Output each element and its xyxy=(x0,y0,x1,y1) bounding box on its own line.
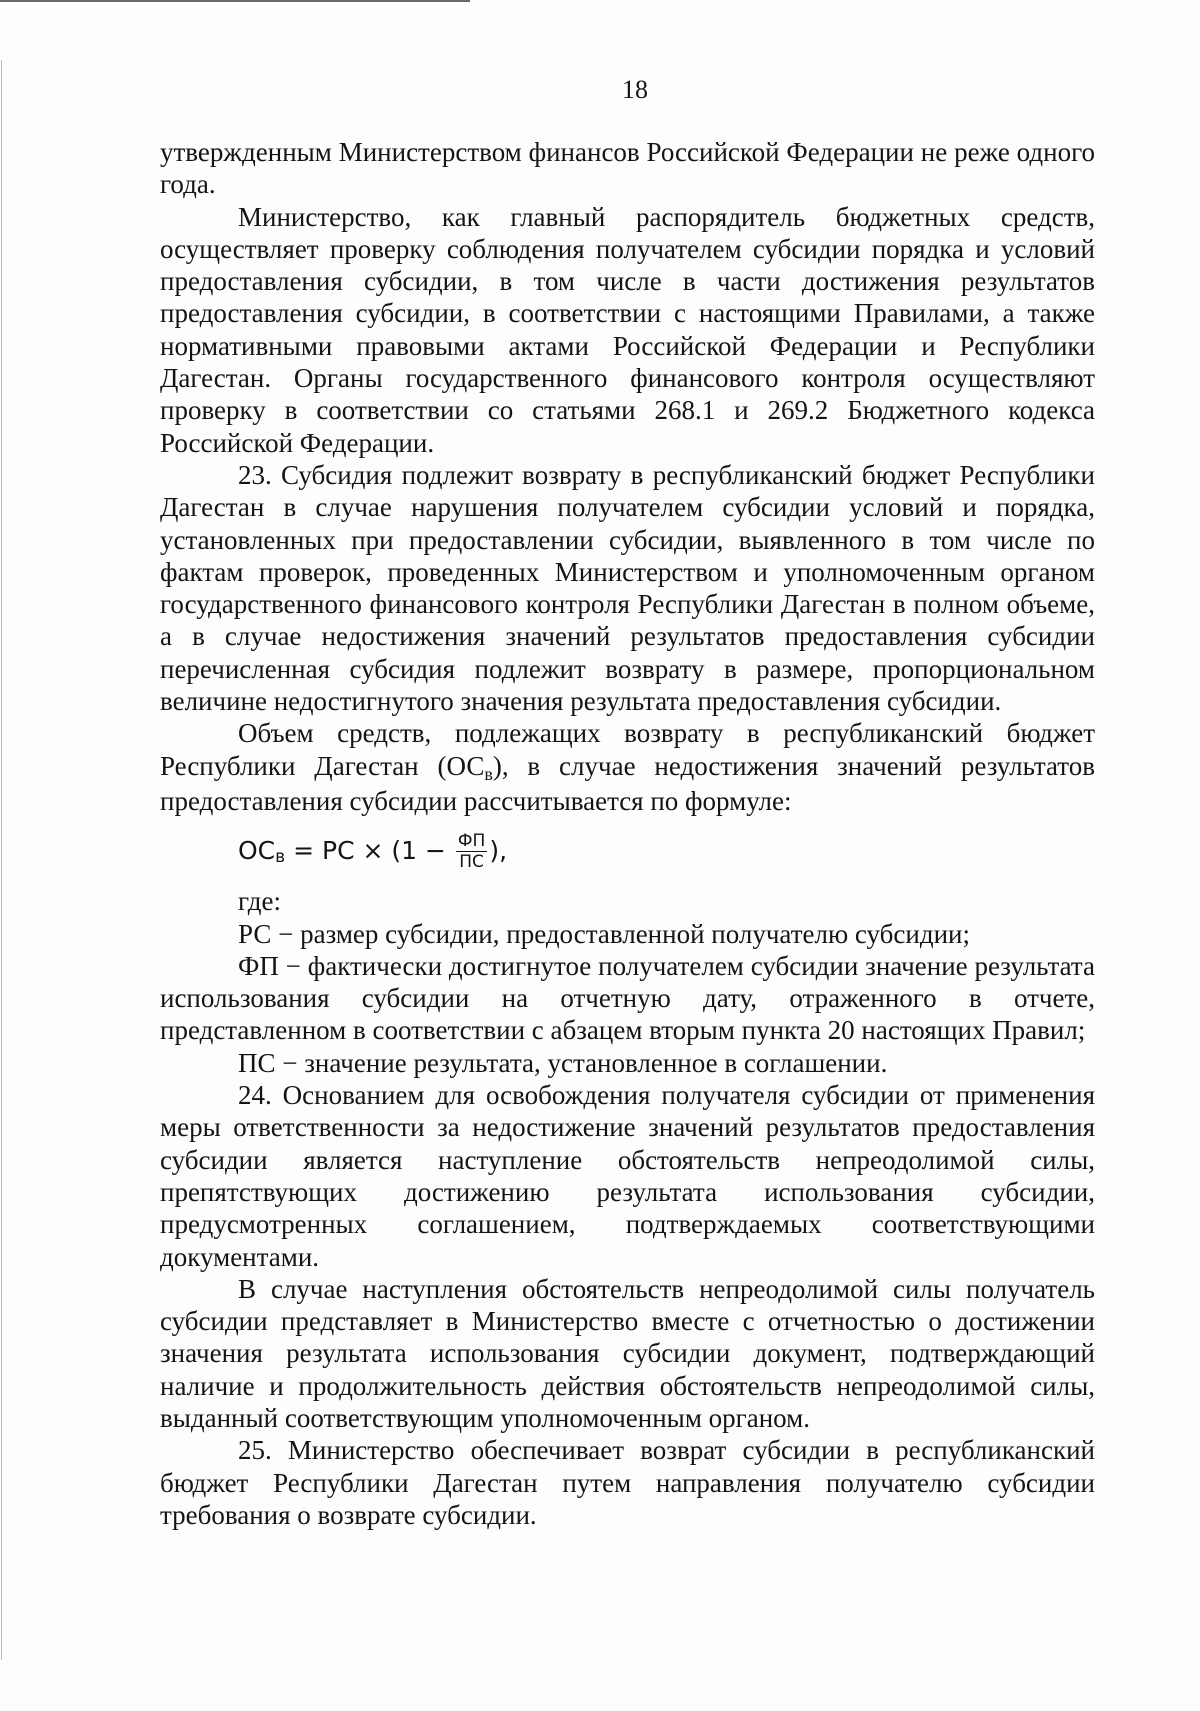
where-label: где: xyxy=(238,886,281,917)
scan-edge-left xyxy=(1,60,2,1660)
body-text xyxy=(160,136,1095,1531)
return-volume-subscript: в xyxy=(484,763,493,784)
formula xyxy=(238,821,1095,881)
formula-end: ), xyxy=(489,836,508,866)
definition-ps: ПС − значение результата, установленное в соглашении. xyxy=(238,1047,888,1078)
paragraph-force-majeure: В случае наступления обстоятельств непреодолимой силы получатель субсидии представляет в Министерство вместе с отчетностью о достижении значения результата использования субсидии документ, подтверждающий наличие и продолжительность действия обстоятельств непреодолимой силы, выданный соответствующим уполномоченным органом. xyxy=(160,1273,1095,1433)
paragraph-continuation: утвержденным Министерством финансов Российской Федерации не реже одного года. xyxy=(160,137,1095,200)
page-number: 18 xyxy=(622,75,648,104)
return-volume-text-before: Объем средств, подлежащих возврату в республиканский бюджет Республики Дагестан (ОС xyxy=(160,718,1095,781)
definition-fp: ФП − фактически достигнутое получателем субсидии значение результата использования субсидии на отчетную дату, отраженного в отчете, представленном в соответствии с абзацем вторым пункта 20 настоящих Правил; xyxy=(160,950,1095,1046)
paragraph-item-25: 25. Министерство обеспечивает возврат субсидии в республиканский бюджет Республики Дагестан путем направления получателю субсидии требования о возврате субсидии. xyxy=(160,1435,1095,1530)
definition-rs: РС − размер субсидии, предоставленной получателю субсидии; xyxy=(238,918,970,949)
return-volume-text-after: ), в случае недостижения значений результатов предоставления субсидии рассчитывается по формуле: xyxy=(160,750,1095,816)
formula-lhs-subscript: в xyxy=(275,847,286,868)
formula-denominator: ПС xyxy=(459,851,484,872)
paragraph-item-24: 24. Основанием для освобождения получателя субсидии от применения меры ответственности за недостижение значений результатов предоставления субсидии является наступление обстоятельств непреодолимой силы, препятствующих достижению результата использования субсидии, предусмотренных соглашением, подтверждаемых соответствующими документами. xyxy=(160,1080,1095,1272)
formula-numerator: ФП xyxy=(457,830,486,851)
paragraph-item-23: 23. Субсидия подлежит возврату в республиканский бюджет Республики Дагестан в случае нарушения получателем субсидии условий и порядка, установленных при предоставлении субсидии, выявленного в том числе по фактам проверок, проведенных Министерством и уполномоченным органом государственного финансового контроля Республики Дагестан в полном объеме, а в случае недостижения значений результатов предоставления субсидии перечисленная субсидия подлежит возврату в размере, пропорциональном величине недостигнутого значения результата предоставления субсидии. xyxy=(160,459,1095,717)
paragraph-return-volume xyxy=(160,717,1095,817)
formula-fraction xyxy=(456,831,487,872)
paragraph-ministry-control: Министерство, как главный распорядитель бюджетных средств, осуществляет проверку соблюдения получателем субсидии порядка и условий предоставления субсидии, в том числе в части достижения результатов предоставления субсидии, в соответствии с настоящими Правилами, а также нормативными правовыми актами Российской Федерации и Республики Дагестан. Органы государственного финансового контроля осуществляют проверку в соответствии со статьями 268.1 и 269.2 Бюджетного кодекса Российской Федерации. xyxy=(160,201,1095,458)
scan-edge-top xyxy=(0,0,470,2)
formula-middle: = РС × (1 − xyxy=(285,836,454,866)
formula-lhs: ОС xyxy=(238,836,276,866)
